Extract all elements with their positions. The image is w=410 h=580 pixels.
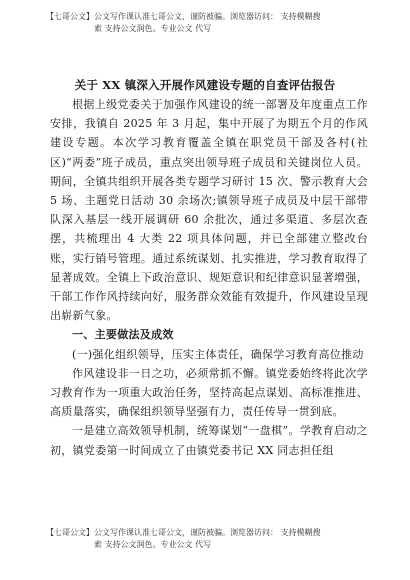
subsection-heading: (一)强化组织领导，压实主体责任，确保学习教育高位推动 [72,347,364,361]
banner-line-1: 【七哥公文】公文写作课认准七哥公文，谨防被骗。浏览器访问： 支持模糊搜 [46,528,321,537]
top-watermark-banner [46,11,376,35]
document-body [50,95,368,460]
intro-paragraph: 根据上级党委关于加强作风建设的统一部署及年度重点工作安排，我镇自 2025 年 3 月起，集中开展了为期五个月的作风建设专题。本次学习教育覆盖全镇在职党员干部及各村(社区)“两委”班子成员，重点突出领导班子成员和关键岗位人员。期间，全镇共组织开展各类专题学习研讨 15 次、警示教育大会 5 场、主题党日活动 30 余场次;镇领导班子成员及中层干部带队深入基层一线开展调研 60 余批次，通过多渠道、多层次查摆，共梳理出 4 大类 22 项具体问题，并已全部建立整改台账，实行销号管理。通过系统谋划、扎实推进，学习教育取得了显著成效。全镇上下政治意识、规矩意识和纪律意识显著增强，干部工作作风持续向好，服务群众效能有效提升，作风建设呈现出崭新气象。 [50,98,368,323]
document-title: 关于 XX 镇深入开展作风建设专题的自查评估报告 [74,78,336,92]
banner-line-2: 索 支持公文润色。专业公文 代写 [94,24,212,33]
body-paragraph: 一是建立高效领导机制，统筹谋划“一盘棋”。学教育启动之初，镇党委第一时间成立了由镇党委书记 XX 同志担任组 [50,424,368,457]
body-paragraph: 作风建设非一日之功，必须常抓不懈。镇党委始终将此次学习教育作为一项重大政治任务，坚持高起点谋划、高标准推进、高质量落实，确保组织领导坚强有力，责任传导一贯到底。 [50,366,368,419]
banner-line-2: 索 支持公文润色。专业公文 代写 [94,540,212,549]
section-heading: 一、主要做法及成效 [72,328,174,342]
banner-line-1: 【七哥公文】公文写作课认准七哥公文，谨防被骗。浏览器访问： 支持模糊搜 [46,12,321,21]
bottom-watermark-banner [46,527,376,551]
